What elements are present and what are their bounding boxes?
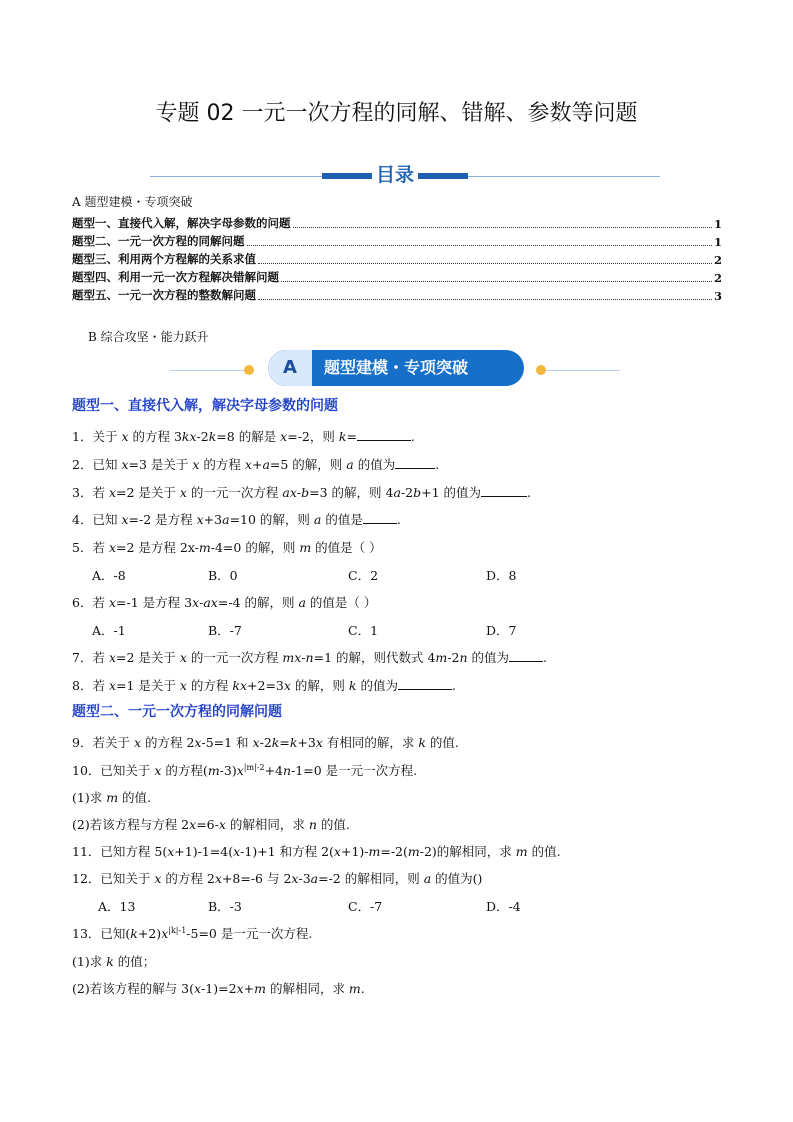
question-8: 8．若 x=1 是关于 x 的方程 kx+2=3x 的解，则 k 的值为 . [72,678,456,693]
toc-item-page: 3 [713,289,722,303]
toc-leader [293,227,712,228]
toc-leader [247,245,712,246]
question-13-part-2: (2)若该方程的解与 3(x-1)=2x+m 的解相同，求 m. [72,981,365,996]
option-d[interactable]: D．7 [486,623,517,638]
option-c[interactable]: C．2 [348,568,379,583]
page-title: 专题 02 一元一次方程的同解、错解、参数等问题 [155,101,638,126]
toc-bar-right [418,173,468,179]
toc-item-page: 2 [713,271,722,285]
section-banner [268,350,524,386]
answer-blank[interactable] [509,649,543,662]
toc-part-b: B 综合攻坚・能力跃升 [88,330,209,344]
question-3: 3．若 x=2 是关于 x 的一元一次方程 ax-b=3 的解，则 4a-2b+1 的值为 . [72,485,532,500]
toc-item[interactable] [72,215,722,231]
toc-item-label: 题型四、利用一元一次方程解决错解问题 [72,270,279,284]
toc-item[interactable] [72,251,722,267]
question-10-part-2: (2)若该方程与方程 2x=6-x 的解相同，求 n 的值. [72,817,350,832]
banner-text: 题型建模・专项突破 [324,358,469,377]
question-6: 6．若 x=-1 是方程 3x-ax=-4 的解，则 a 的值是（ ） [72,595,377,610]
question-1: 1．关于 x 的方程 3kx-2k=8 的解是 x=-2，则 k= . [72,429,415,444]
question-13-part-1: (1)求 k 的值； [72,954,156,969]
toc-item-label: 题型二、一元一次方程的同解问题 [72,234,245,248]
answer-blank[interactable] [363,511,397,524]
option-a[interactable]: A．-8 [92,568,126,583]
toc-part-a: A 题型建模・专项突破 [72,195,193,209]
option-c[interactable]: C．1 [348,623,379,638]
question-9: 9．若关于 x 的方程 2x-5=1 和 x-2k=k+3x 有相同的解，求 k 的值. [72,735,459,750]
toc-item[interactable] [72,233,722,249]
banner-line-left [170,370,250,371]
option-b[interactable]: B．-7 [208,623,242,638]
banner-line-right [540,370,620,371]
toc-leader [258,263,712,264]
section-heading-2: 题型二、一元一次方程的同解问题 [72,704,282,720]
toc-item-label: 题型三、利用两个方程解的关系求值 [72,252,256,266]
answer-blank[interactable] [398,677,452,690]
toc-item-page: 2 [713,253,722,267]
answer-blank[interactable] [395,456,435,469]
answer-blank[interactable] [357,428,411,441]
question-11: 11．已知方程 5(x+1)-1=4(x-1)+1 和方程 2(x+1)-m=-2(m-2)的解相同，求 m 的值. [72,844,561,859]
banner-badge: A [268,350,312,386]
question-10: 10．已知关于 x 的方程$(m-3)x^{|m|-2}+4n-1=0$ 是一元一次方程. [72,762,418,778]
question-7: 7．若 x=2 是关于 x 的一元一次方程 mx-n=1 的解，则代数式 4m-2n 的值为 . [72,650,547,665]
question-12: 12．已知关于 x 的方程 2x+8=-6 与 2x-3a=-2 的解相同，则 a 的值为() [72,871,483,886]
option-a[interactable]: A．13 [98,899,136,914]
toc-heading: 目录 [372,160,418,187]
toc-item[interactable] [72,287,722,303]
toc-item-label: 题型一、直接代入解，解决字母参数的问题 [72,216,291,230]
toc-bar-left [322,173,372,179]
banner-dot-right [536,365,546,375]
option-a[interactable]: A．-1 [92,623,126,638]
toc-leader [258,299,712,300]
toc-leader [281,281,712,282]
answer-blank[interactable] [481,484,527,497]
option-d[interactable]: D．-4 [486,899,521,914]
question-13: 13．已知$(k+2)x^{|k|-1}-5=0$ 是一元一次方程. [72,925,313,941]
option-c[interactable]: C．-7 [348,899,383,914]
option-b[interactable]: B．0 [208,568,238,583]
toc-item-label: 题型五、一元一次方程的整数解问题 [72,288,256,302]
question-10-part-1: (1)求 m 的值. [72,790,151,805]
option-d[interactable]: D．8 [486,568,517,583]
question-5: 5．若 x=2 是方程 2x-m-4=0 的解，则 m 的值是（ ） [72,540,382,555]
question-4: 4．已知 x=-2 是方程 x+3a=10 的解，则 a 的值是 . [72,512,401,527]
section-heading-1: 题型一、直接代入解，解决字母参数的问题 [72,398,338,414]
question-2: 2．已知 x=3 是关于 x 的方程 x+a=5 的解，则 a 的值为 . [72,457,440,472]
option-b[interactable]: B．-3 [208,899,242,914]
banner-dot-left [244,365,254,375]
toc-item-page: 1 [713,217,722,231]
toc-item[interactable] [72,269,722,285]
toc-item-page: 1 [713,235,722,249]
